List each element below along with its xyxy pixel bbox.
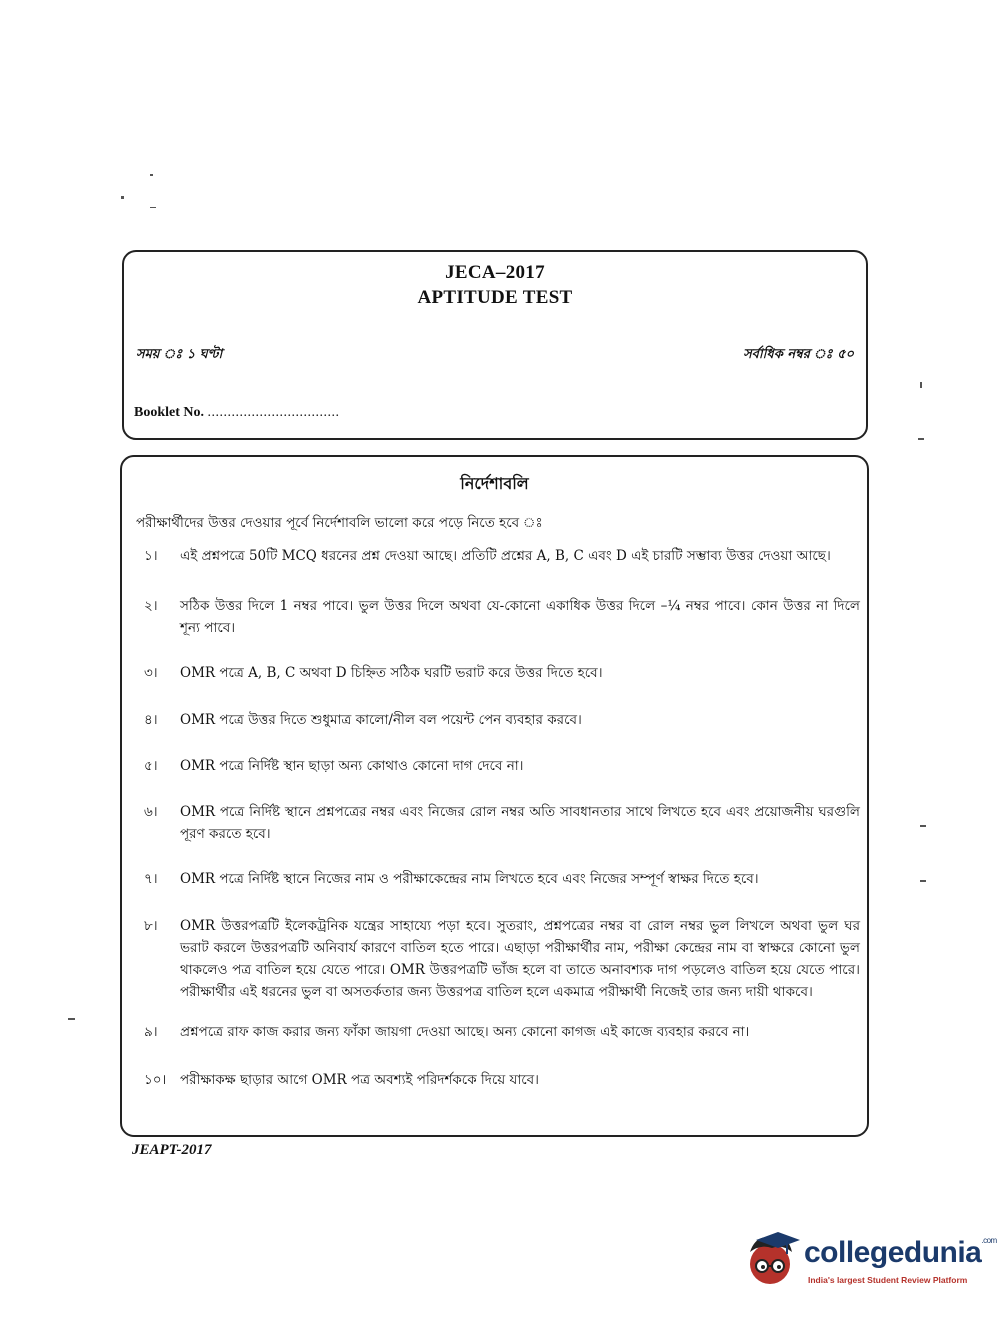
instruction-number: ৯।	[144, 1024, 158, 1040]
max-marks: সর্বাধিক নম্বর ঃ ৫০	[743, 347, 854, 362]
instruction-number: ২।	[144, 598, 158, 614]
instruction-item	[144, 1069, 860, 1091]
instruction-number: ৩।	[144, 665, 158, 681]
brand-tagline: India's largest Student Review Platform	[808, 1275, 968, 1285]
instruction-item	[144, 662, 860, 684]
instruction-text: OMR উত্তরপত্রটি ইলেকট্রনিক যন্ত্রের সাহায্যে পড়া হবে। সুতরাং, প্রশ্নপত্রের নম্বর বা রোল নম্বর ভুল লিখলে অথবা ভুল ঘর ভরাট করলে উত্তরপত্রটি অনিবার্য কারণে বাতিল হতে পারে। এছাড়া পরীক্ষার্থীর নাম, পরীক্ষা কেন্দ্রের নাম বা স্বাক্ষরে কোনো ভুল থাকলেও পত্র বাতিল হয়ে যেতে পারে। OMR উত্তরপত্রটি ভাঁজ হলে বা তাতে অনাবশ্যক দাগ পড়লেও বাতিল হয়ে যেতে পারে। পরীক্ষার্থীর এই ধরনের ভুল বা অসতর্কতার জন্য উত্তরপত্র বাতিল হলে একমাত্র পরীক্ষার্থী নিজেই তার জন্য দায়ী থাকবে।	[180, 918, 860, 1000]
instructions-box	[120, 455, 869, 1137]
instruction-number: ৬।	[144, 804, 158, 820]
instruction-item	[144, 801, 860, 845]
time-duration: সময় ঃ ১ ঘণ্টা	[136, 347, 223, 362]
instruction-text: OMR পত্রে নির্দিষ্ট স্থানে নিজের নাম ও পরীক্ষাকেন্দ্রের নাম লিখতে হবে এবং নিজের সম্পূর্ণ স্বাক্ষর দিতে হবে।	[180, 871, 759, 887]
footer-code: JEAPT-2017	[132, 1142, 212, 1158]
booklet-number	[134, 405, 340, 421]
instruction-number: ৮।	[144, 918, 158, 934]
instruction-number: ৪।	[144, 712, 158, 728]
instruction-number: ৭।	[144, 871, 158, 887]
booklet-label: Booklet No.	[134, 405, 204, 420]
instruction-item	[144, 1021, 860, 1043]
collegedunia-logo	[742, 1228, 997, 1298]
instruction-text: এই প্রশ্নপত্রে 50টি MCQ ধরনের প্রশ্ন দেওয়া আছে। প্রতিটি প্রশ্নের A, B, C এবং D এই চারটি সম্ভাব্য উত্তর দেওয়া আছে।	[180, 548, 831, 564]
instruction-item	[144, 709, 860, 731]
instruction-text: OMR পত্রে নির্দিষ্ট স্থান ছাড়া অন্য কোথাও কোনো দাগ দেবে না।	[180, 758, 524, 774]
instruction-number: ৫।	[144, 758, 158, 774]
exam-name: APTITUDE TEST	[417, 287, 573, 308]
instruction-number: ১।	[144, 548, 158, 564]
instructions-heading: নির্দেশাবলি	[460, 474, 529, 493]
instruction-item	[144, 595, 860, 639]
mascot-icon	[742, 1230, 802, 1292]
exam-header-box	[122, 250, 868, 440]
instruction-text: পরীক্ষাকক্ষ ছাড়ার আগে OMR পত্র অবশ্যই পরিদর্শককে দিয়ে যাবে।	[180, 1072, 540, 1088]
instruction-item	[144, 755, 860, 777]
instruction-text: প্রশ্নপত্রে রাফ কাজ করার জন্য ফাঁকা জায়গা দেওয়া আছে। অন্য কোনো কাগজ এই কাজে ব্যবহার করবে না।	[180, 1024, 750, 1040]
instruction-text: সঠিক উত্তর দিলে 1 নম্বর পাবে। ভুল উত্তর দিলে অথবা যে-কোনো একাধিক উত্তর দিলে –¼ নম্বর পাবে। কোন উত্তর না দিলে শূন্য পাবে।	[180, 598, 860, 636]
instruction-item	[144, 868, 860, 890]
instruction-number: ১০।	[144, 1072, 167, 1088]
booklet-blank: .................................	[207, 405, 340, 420]
instruction-item	[144, 545, 860, 567]
instruction-text: OMR পত্রে উত্তর দিতে শুধুমাত্র কালো/নীল বল পয়েন্ট পেন ব্যবহার করবে।	[180, 712, 582, 728]
instructions-intro: পরীক্ষার্থীদের উত্তর দেওয়ার পূর্বে নির্দেশাবলি ভালো করে পড়ে নিতে হবে ঃ	[136, 515, 543, 531]
instruction-item	[144, 915, 860, 1003]
brand-name: collegedunia$^{.com}$	[804, 1236, 997, 1269]
exam-code: JECA–2017	[445, 262, 545, 283]
instruction-text: OMR পত্রে নির্দিষ্ট স্থানে প্রশ্নপত্রের নম্বর এবং নিজের রোল নম্বর অতি সাবধানতার সাথে লিখতে হবে এবং প্রয়োজনীয় ঘরগুলি পূরণ করতে হবে।	[180, 804, 860, 842]
instruction-text: OMR পত্রে A, B, C অথবা D চিহ্নিত সঠিক ঘরটি ভরাট করে উত্তর দিতে হবে।	[180, 665, 603, 681]
